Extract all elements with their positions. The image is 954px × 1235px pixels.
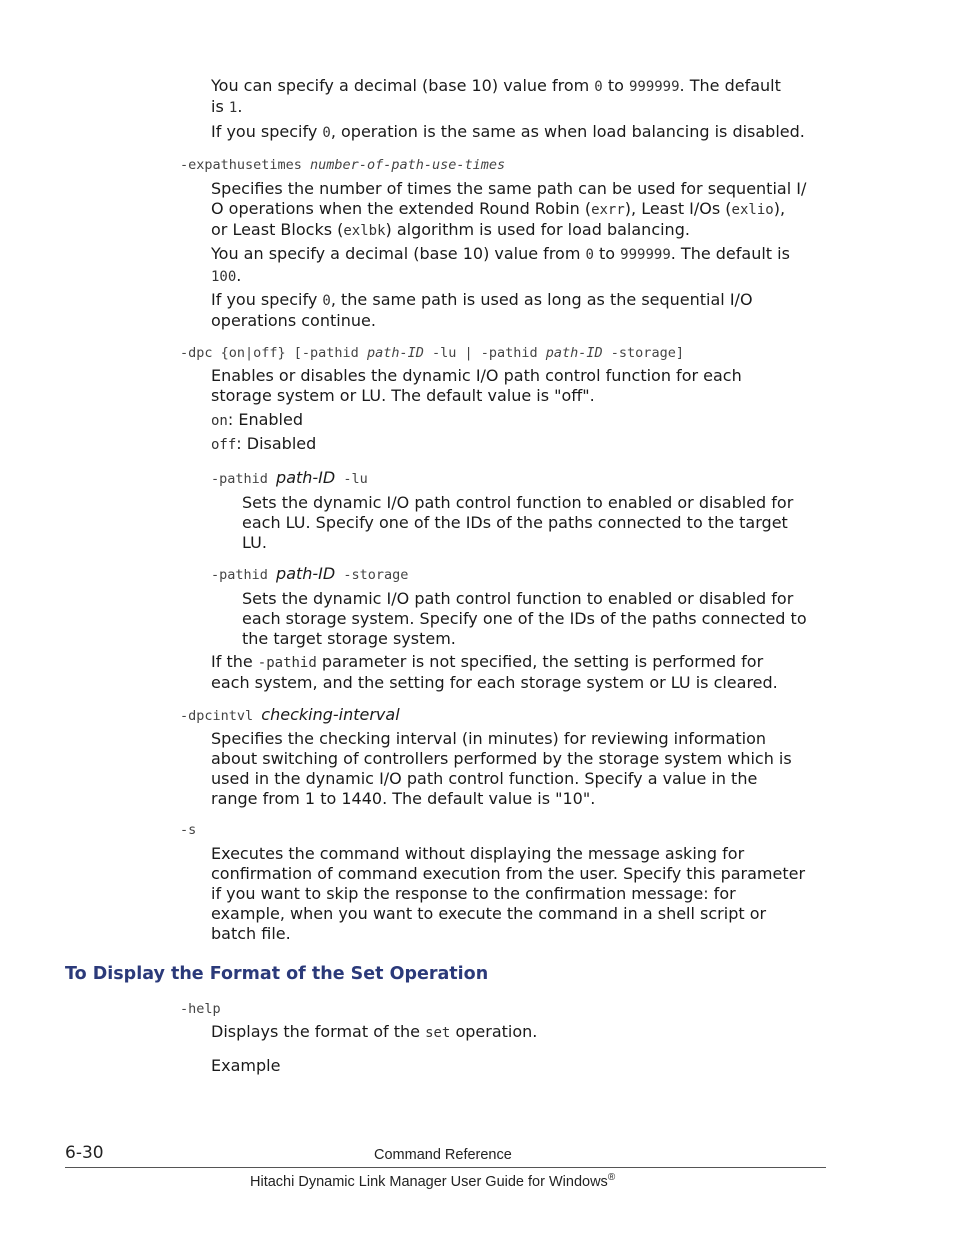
- code-value: -pathid: [257, 655, 317, 671]
- code-value: exrr: [591, 202, 625, 218]
- option-arg: path-ID: [545, 345, 603, 361]
- text: : Enabled: [227, 410, 303, 429]
- option-name: -pathid: [211, 567, 277, 583]
- text-line: the target storage system.: [242, 629, 456, 648]
- section-heading: To Display the Format of the Set Operation: [65, 964, 489, 984]
- option-arg: path-ID: [276, 564, 336, 583]
- suboption-syntax-storage: [211, 564, 408, 583]
- text-line: Sets the dynamic I/O path control function to enabled or disabled for: [242, 589, 794, 608]
- text: ), Least I/Os (: [624, 199, 732, 218]
- code-value: exlbk: [343, 223, 386, 239]
- dpc-off: [211, 434, 316, 455]
- option-name: -storage: [335, 567, 409, 583]
- text-line: example, when you want to execute the command in a shell script or: [211, 904, 767, 923]
- option-name: -storage]: [602, 345, 684, 361]
- text: or Least Blocks (: [211, 220, 344, 239]
- code-value: 1: [228, 100, 238, 116]
- help-desc: [211, 1022, 537, 1043]
- option-arg: path-ID: [366, 345, 424, 361]
- expath-desc-3: [211, 290, 753, 331]
- text-line: about switching of controllers performed by the storage system which is: [211, 749, 792, 768]
- text: If you specify: [211, 122, 323, 141]
- text-line: [211, 266, 790, 287]
- footer-divider: [65, 1167, 826, 1168]
- text: : Disabled: [236, 434, 317, 453]
- text: to: [602, 76, 629, 95]
- expath-desc-2: [211, 244, 790, 287]
- text: Displays the format of the: [211, 1022, 426, 1041]
- code-value: on: [211, 413, 228, 429]
- option-name: -dpcintvl: [180, 708, 262, 724]
- paragraph-default: [211, 97, 242, 118]
- option-name: -pathid: [211, 471, 277, 487]
- book-title-text: Hitachi Dynamic Link Manager User Guide for Windows: [250, 1173, 608, 1190]
- text: .: [237, 97, 243, 116]
- code-value: 0: [594, 79, 603, 95]
- s-desc: [211, 844, 805, 944]
- suboption-syntax-lu: [211, 468, 368, 487]
- text: operation.: [450, 1022, 538, 1041]
- option-syntax-s: -s: [180, 822, 197, 838]
- text: , the same path is used as long as the sequential I/O: [330, 290, 753, 309]
- text-line: each LU. Specify one of the IDs of the paths connected to the target: [242, 513, 788, 532]
- text-line: storage system or LU. The default value is "off".: [211, 386, 595, 405]
- paragraph-range: [211, 76, 781, 97]
- dpc-on: [211, 410, 303, 431]
- code-value: 999999: [628, 79, 680, 95]
- dpc-desc: [211, 366, 742, 406]
- option-syntax-dpcintvl: [180, 705, 400, 724]
- option-name: -dpc {on|off} [-pathid: [180, 345, 367, 361]
- text-line: used in the dynamic I/O path control function. Specify a value in the: [211, 769, 758, 788]
- option-name: -lu: [335, 471, 368, 487]
- text: O operations when the extended Round Robin (: [211, 199, 592, 218]
- text-line: [211, 290, 753, 311]
- text: . The default is: [670, 244, 790, 263]
- option-arg: number-of-path-use-times: [310, 157, 506, 173]
- text: , operation is the same as when load balancing is disabled.: [330, 122, 805, 141]
- code-value: 999999: [620, 247, 671, 263]
- text-line: Enables or disables the dynamic I/O path control function for each: [211, 366, 742, 385]
- expath-desc-1: [211, 179, 806, 241]
- code-value: 100: [211, 269, 237, 285]
- text: is: [211, 97, 229, 116]
- text-line: operations continue.: [211, 311, 376, 330]
- footer-chapter: Command Reference: [374, 1147, 512, 1163]
- text: ) algorithm is used for load balancing.: [385, 220, 690, 239]
- text-line: Executes the command without displaying the message asking for: [211, 844, 745, 863]
- suboption-desc-storage: [242, 589, 807, 649]
- text-line: each system, and the setting for each storage system or LU is cleared.: [211, 673, 778, 692]
- text-line: confirmation of command execution from the user. Specify this parameter: [211, 864, 806, 883]
- text-line: LU.: [242, 533, 267, 552]
- option-arg: path-ID: [276, 468, 336, 487]
- text: to: [593, 244, 621, 263]
- registered-mark: ®: [607, 1172, 616, 1183]
- text: .: [236, 266, 242, 285]
- text-line: batch file.: [211, 924, 291, 943]
- option-arg: checking-interval: [261, 705, 400, 724]
- paragraph-zero: [211, 122, 805, 143]
- text-line: if you want to skip the response to the confirmation message: for: [211, 884, 736, 903]
- option-syntax-expathusetimes: [180, 157, 505, 173]
- option-syntax-help: -help: [180, 1001, 221, 1017]
- text: You an specify a decimal (base 10) value from: [211, 244, 586, 263]
- text: If you specify: [211, 290, 323, 309]
- text-line: Sets the dynamic I/O path control function to enabled or disabled for: [242, 493, 794, 512]
- option-syntax-dpc: [180, 345, 684, 361]
- code-value: exlio: [731, 202, 774, 218]
- text: ),: [773, 199, 786, 218]
- text-line: [211, 199, 806, 220]
- text-line: [211, 652, 778, 673]
- option-name: -lu | -pathid: [423, 345, 546, 361]
- text-line: [211, 220, 806, 241]
- example-label: Example: [211, 1056, 281, 1075]
- suboption-desc-lu: [242, 493, 793, 553]
- text-line: range from 1 to 1440. The default value is "10".: [211, 789, 596, 808]
- text: parameter is not specified, the setting is performed for: [316, 652, 764, 671]
- text-line: each storage system. Specify one of the IDs of the paths connected to: [242, 609, 807, 628]
- code-value: off: [211, 437, 237, 453]
- text-line: Specifies the checking interval (in minutes) for reviewing information: [211, 729, 767, 748]
- text: . The default: [679, 76, 781, 95]
- text-line: Specifies the number of times the same path can be used for sequential I/: [211, 179, 807, 198]
- footer-book-title: [250, 1172, 615, 1190]
- dpc-note: [211, 652, 778, 693]
- page-number: 6-30: [65, 1143, 104, 1163]
- option-name: -expathusetimes: [180, 157, 311, 173]
- code-value: set: [425, 1025, 451, 1041]
- code-value: 0: [585, 247, 594, 263]
- code-value: 0: [322, 125, 331, 141]
- text: You can specify a decimal (base 10) value from: [211, 76, 595, 95]
- dpcintvl-desc: [211, 729, 792, 809]
- text: If the: [211, 652, 258, 671]
- code-value: 0: [322, 293, 331, 309]
- text-line: [211, 244, 790, 265]
